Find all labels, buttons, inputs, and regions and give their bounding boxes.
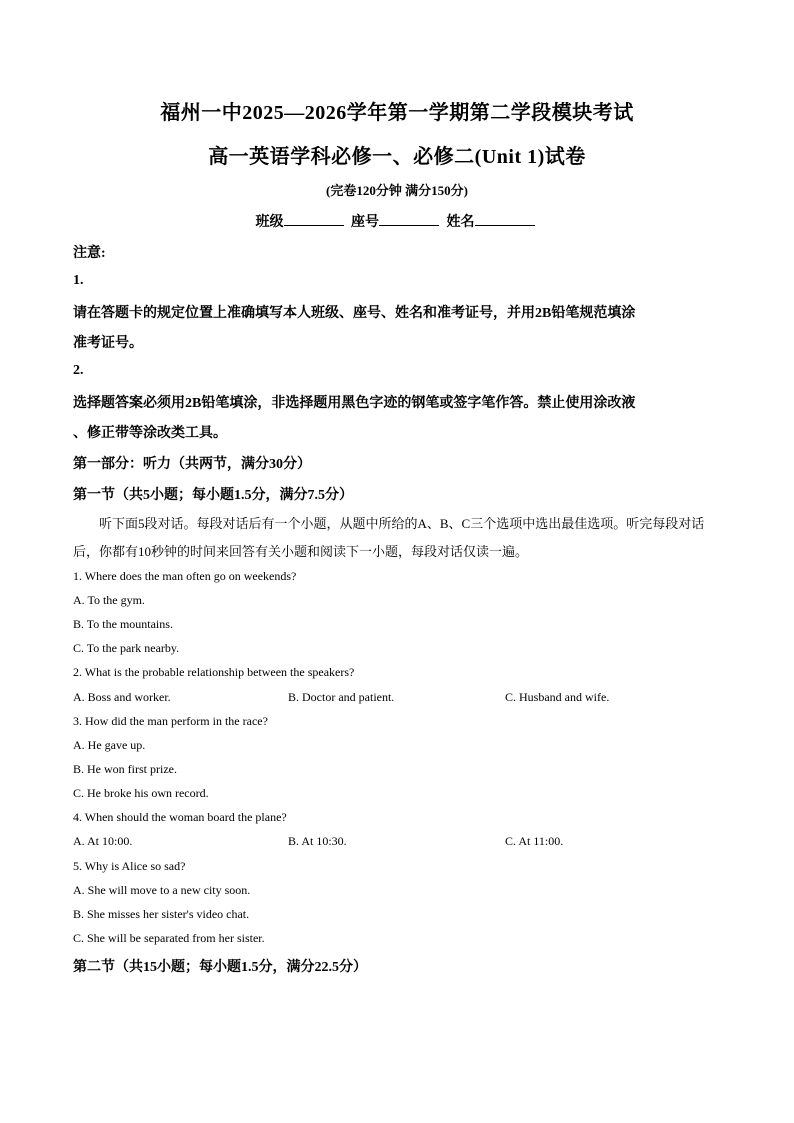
student-info-line (0, 211, 794, 231)
listening-instructions (73, 510, 723, 566)
question-2-option-c[interactable]: C. Husband and wife. (505, 690, 610, 704)
notice-item2-line1: 选择题答案必须用2B铅笔填涂，非选择题用黑色字迹的钢笔或签字笔作答。禁止使用涂改液 (73, 396, 636, 411)
question-4-option-c[interactable]: C. At 11:00. (505, 834, 564, 848)
notice-item2-line2: 、修正带等涂改类工具。 (73, 426, 227, 441)
question-5-option-a[interactable]: A. She will move to a new city soon. (73, 883, 251, 897)
question-3-option-b[interactable]: B. He won first prize. (73, 762, 177, 776)
question-3-option-a[interactable]: A. He gave up. (73, 738, 146, 752)
question-2-option-b[interactable]: B. Doctor and patient. (288, 690, 395, 704)
question-4-stem: 4. When should the woman board the plane? (73, 810, 287, 824)
question-5-option-b[interactable]: B. She misses her sister's video chat. (73, 907, 250, 921)
exam-title: 福州一中2025—2026学年第一学期第二学段模块考试 (160, 102, 634, 124)
question-1-option-c[interactable]: C. To the park nearby. (73, 641, 180, 655)
question-2-option-a[interactable]: A. Boss and worker. (73, 690, 171, 704)
question-1-stem: 1. Where does the man often go on weekends? (73, 569, 297, 583)
name-blank[interactable] (475, 213, 535, 226)
notice-item1-line1: 请在答题卡的规定位置上准确填写本人班级、座号、姓名和准考证号，并用2B铅笔规范填涂 (73, 306, 636, 321)
question-3-option-c[interactable]: C. He broke his own record. (73, 786, 209, 800)
notice-item1-number: 1. (73, 273, 84, 288)
question-5-stem: 5. Why is Alice so sad? (73, 859, 186, 873)
section2-heading: 第二节（共15小题；每小题1.5分，满分22.5分） (73, 960, 367, 975)
class-label: 班级 (255, 215, 284, 230)
seat-label: 座号 (351, 215, 379, 230)
instructions-text: 听下面5段对话。每段对话后有一个小题，从题中所给的A、B、C三个选项中选出最佳选项。听完每段对话后，你都有10秒钟的时间来回答有关小题和阅读下一小题，每段对话仅读一遍。 (73, 516, 705, 559)
question-3-stem: 3. How did the man perform in the race? (73, 714, 268, 728)
name-label: 姓名 (446, 215, 475, 230)
notice-item1-line2: 准考证号。 (73, 336, 143, 351)
seat-blank[interactable] (379, 213, 439, 226)
class-blank[interactable] (284, 213, 344, 226)
question-1-option-b[interactable]: B. To the mountains. (73, 617, 173, 631)
part1-heading: 第一部分：听力（共两节，满分30分） (73, 457, 311, 472)
section1-heading: 第一节（共5小题；每小题1.5分，满分7.5分） (73, 488, 353, 503)
exam-info: (完卷120分钟 满分150分) (326, 183, 468, 198)
question-4-option-a[interactable]: A. At 10:00. (73, 834, 133, 848)
question-2-stem: 2. What is the probable relationship between the speakers? (73, 665, 355, 679)
notice-heading: 注意: (73, 246, 106, 261)
question-5-option-c[interactable]: C. She will be separated from her sister. (73, 931, 265, 945)
notice-item2-number: 2. (73, 363, 84, 378)
exam-subtitle: 高一英语学科必修一、必修二(Unit 1)试卷 (208, 146, 586, 168)
question-1-option-a[interactable]: A. To the gym. (73, 593, 145, 607)
question-4-option-b[interactable]: B. At 10:30. (288, 834, 347, 848)
